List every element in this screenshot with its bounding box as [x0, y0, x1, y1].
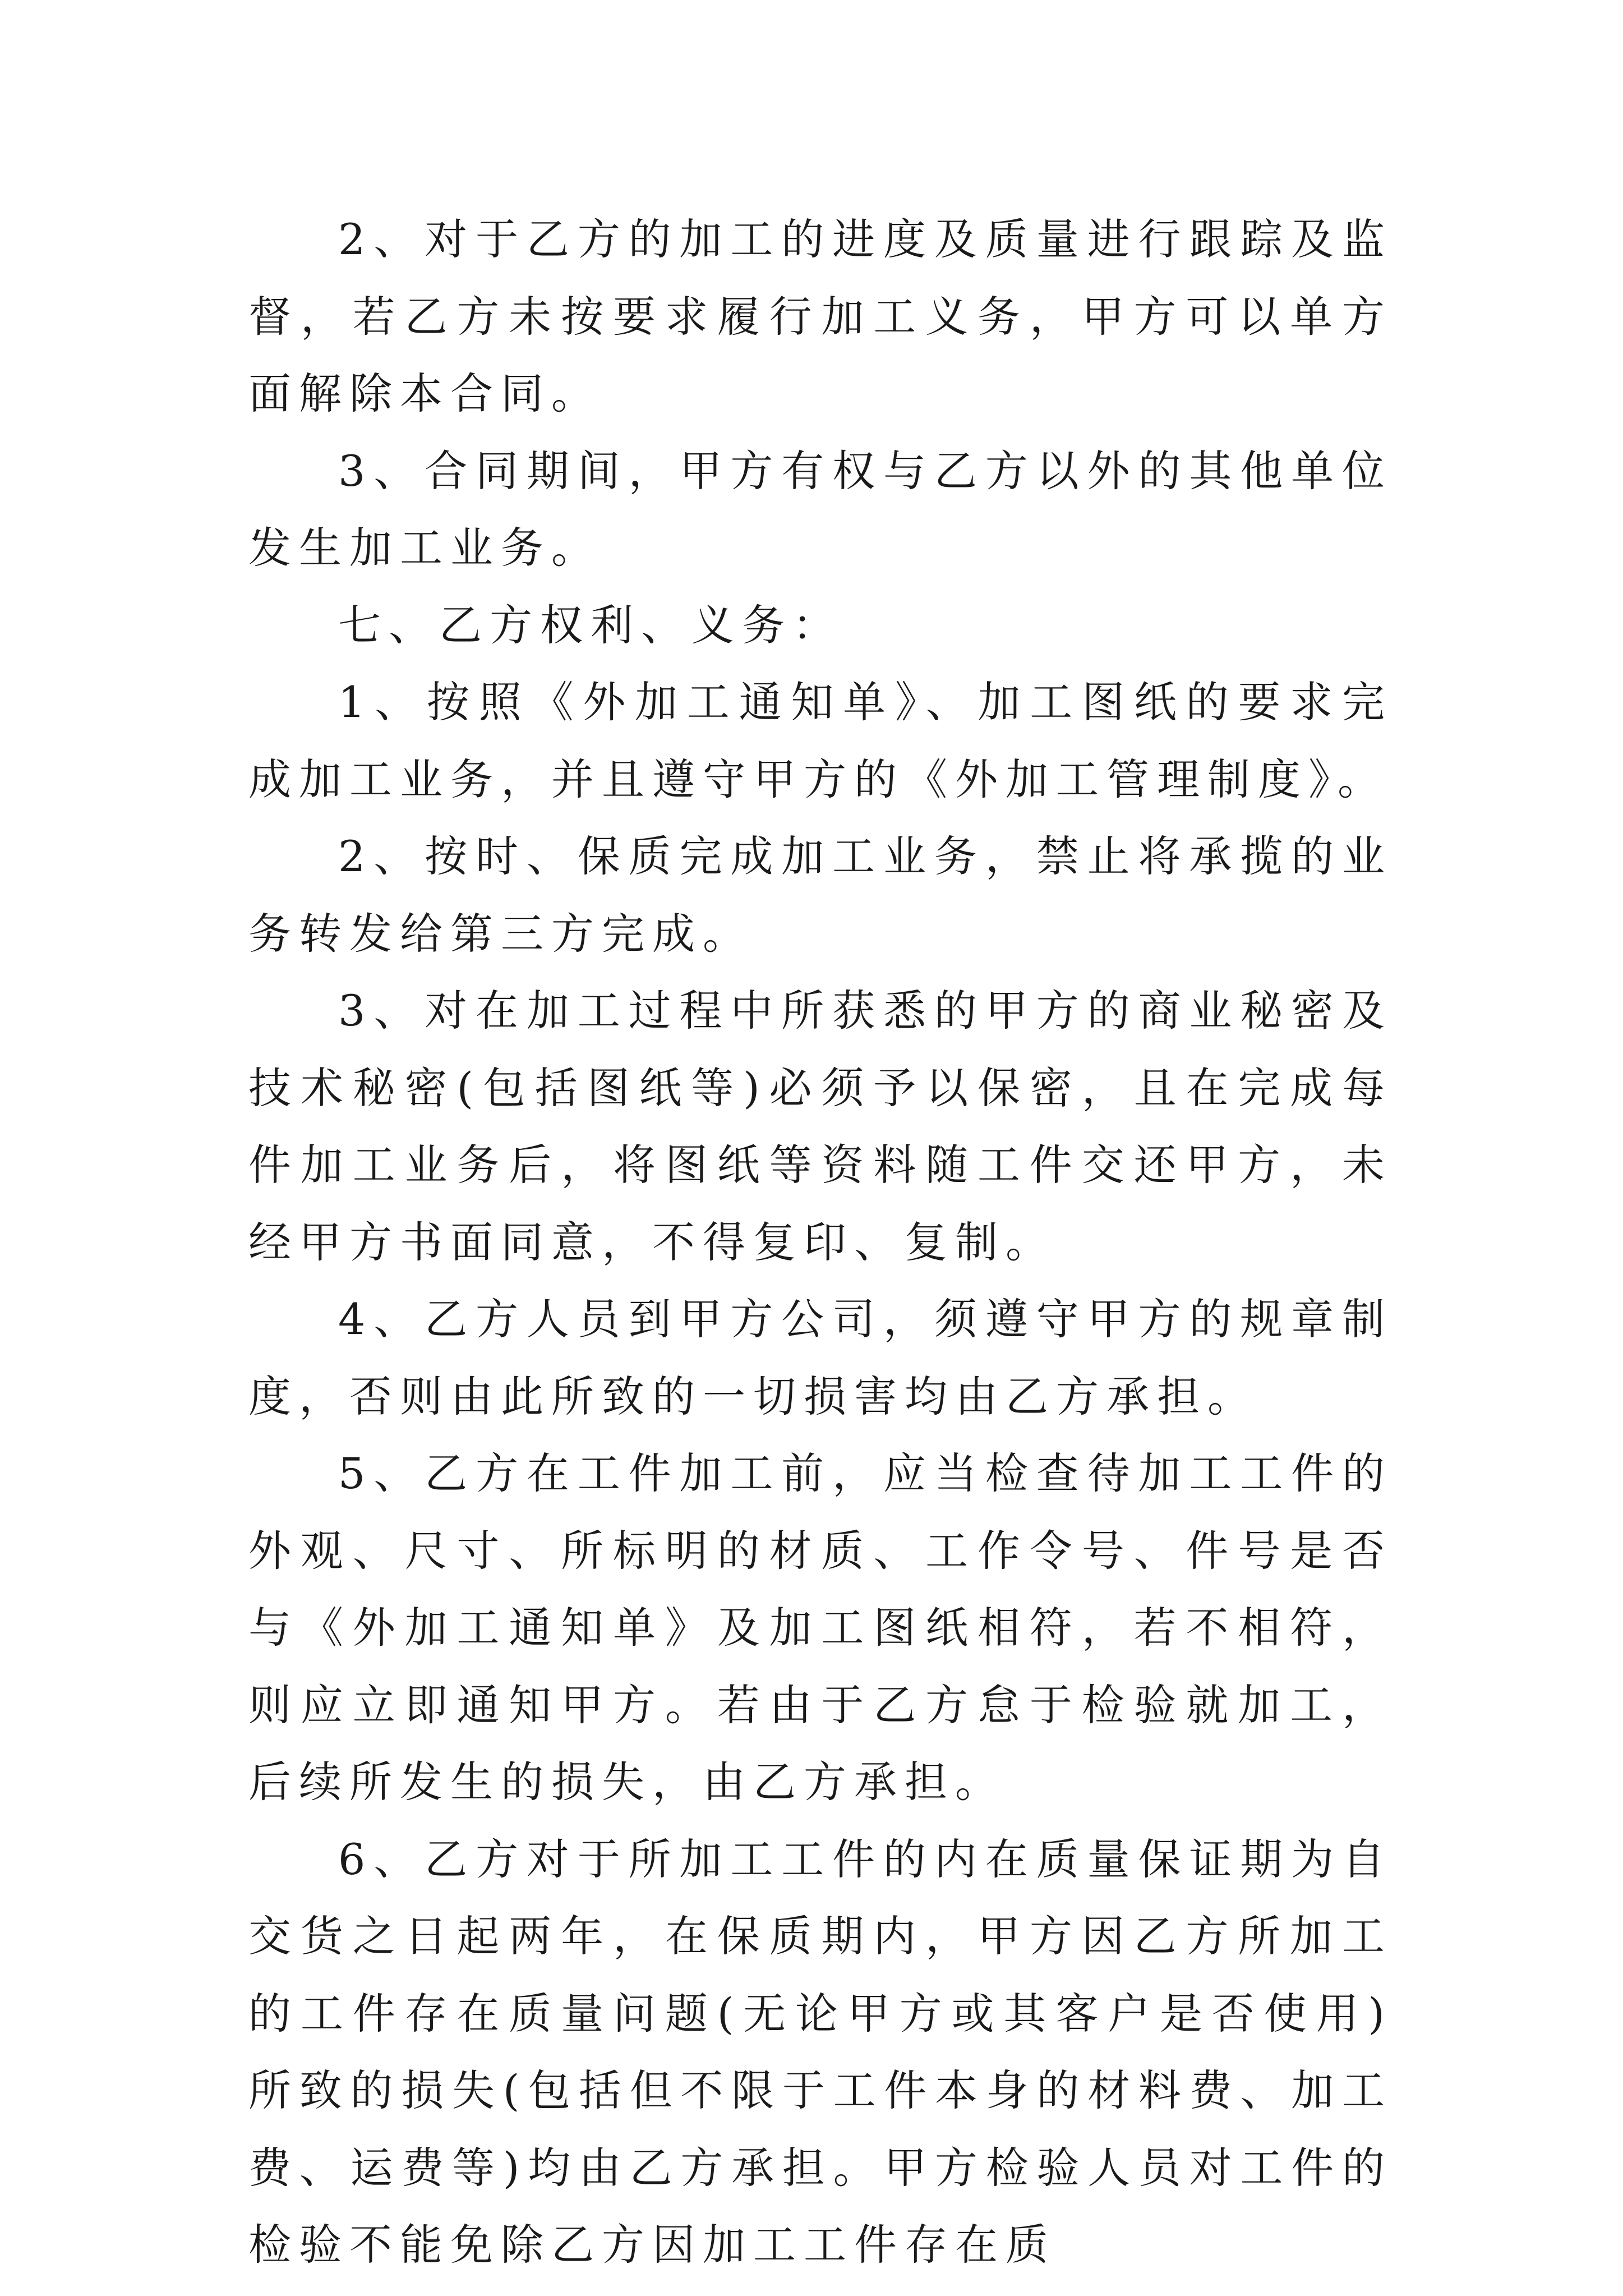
document-body	[248, 201, 1393, 2284]
paragraph-3: 1、按照《外加工通知单》、加工图纸的要求完成加工业务，并且遵守甲方的《外加工管理制度》。	[248, 677, 1393, 804]
paragraph-5: 3、对在加工过程中所获悉的甲方的商业秘密及技术秘密(包括图纸等)必须予以保密，且在完成每件加工业务后，将图纸等资料随工件交还甲方，未经甲方书面同意，不得复印、复制。	[248, 986, 1393, 1267]
paragraph-1: 2、对于乙方的加工的进度及质量进行跟踪及监督，若乙方未按要求履行加工义务，甲方可以单方面解除本合同。	[248, 214, 1393, 418]
paragraph-7: 5、乙方在工件加工前，应当检查待加工工件的外观、尺寸、所标明的材质、工作令号、件号是否与《外加工通知单》及加工图纸相符，若不相符，则应立即通知甲方。若由于乙方怠于检验就加工，后续所发生的损失，由乙方承担。	[248, 1448, 1393, 1807]
paragraph-4: 2、按时、保质完成加工业务，禁止将承揽的业务转发给第三方完成。	[248, 831, 1393, 959]
paragraph-8: 6、乙方对于所加工工件的内在质量保证期为自交货之日起两年，在保质期内，甲方因乙方所加工的工件存在质量问题(无论甲方或其客户是否使用)所致的损失(包括但不限于工件本身的材料费、加工费、运费等)均由乙方承担。甲方检验人员对工件的检验不能免除乙方因加工工件存在质	[248, 1834, 1393, 2270]
paragraph-2: 3、合同期间，甲方有权与乙方以外的其他单位发生加工业务。	[248, 445, 1393, 573]
paragraph-6: 4、乙方人员到甲方公司，须遵守甲方的规章制度，否则由此所致的一切损害均由乙方承担。	[248, 1294, 1393, 1421]
section-heading-seven: 七、乙方权利、义务：	[338, 600, 843, 650]
